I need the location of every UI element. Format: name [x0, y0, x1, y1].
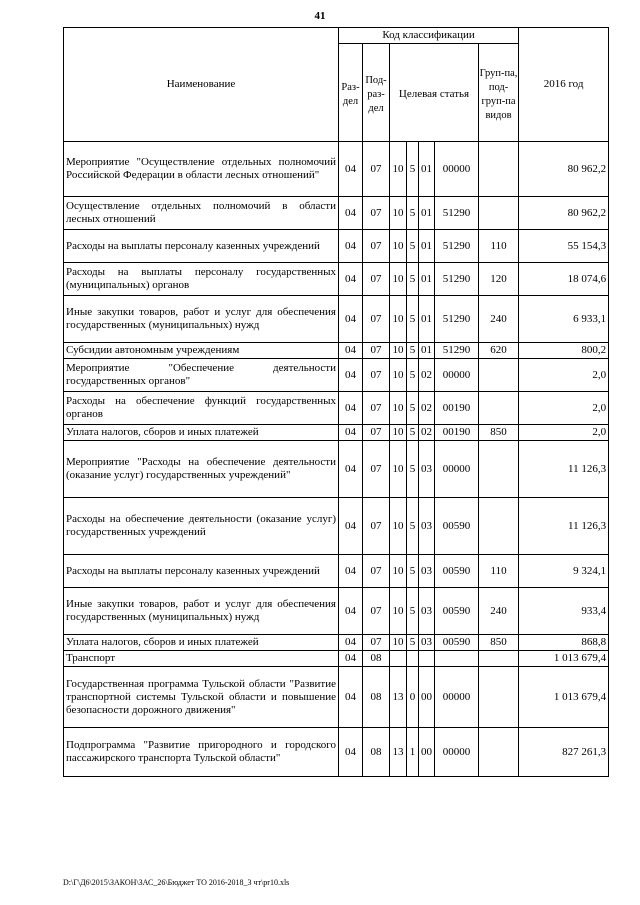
cell-amount: 9 324,1	[519, 555, 609, 588]
cell-name: Государственная программа Тульской области "Развитие транспортной системы Тульской области и повышение безопасности дорожного движения"	[64, 667, 339, 728]
header-subsection: Под-раз-дел	[363, 44, 390, 142]
cell-t3: 03	[419, 555, 435, 588]
cell-group: 110	[479, 230, 519, 263]
cell-t3: 02	[419, 392, 435, 425]
cell-name: Мероприятие "Расходы на обеспечение деятельности (оказание услуг) государственных учреждений"	[64, 441, 339, 498]
cell-name: Подпрограмма "Развитие пригородного и городского пассажирского транспорта Тульской области"	[64, 728, 339, 777]
table-row	[64, 343, 609, 359]
cell-name: Уплата налогов, сборов и иных платежей	[64, 635, 339, 651]
cell-t4: 00000	[435, 359, 479, 392]
cell-amount: 868,8	[519, 635, 609, 651]
cell-group: 110	[479, 555, 519, 588]
cell-amount: 1 013 679,4	[519, 651, 609, 667]
cell-podrazdel: 07	[363, 392, 390, 425]
cell-t1: 10	[390, 425, 407, 441]
cell-t4: 00190	[435, 392, 479, 425]
cell-t1: 13	[390, 667, 407, 728]
cell-t4: 51290	[435, 343, 479, 359]
cell-t2: 5	[407, 197, 419, 230]
cell-t4: 51290	[435, 230, 479, 263]
table-row	[64, 392, 609, 425]
cell-t3: 03	[419, 635, 435, 651]
cell-t4: 00000	[435, 441, 479, 498]
cell-razdel: 04	[339, 263, 363, 296]
cell-t1: 13	[390, 728, 407, 777]
cell-razdel: 04	[339, 651, 363, 667]
cell-t2: 5	[407, 425, 419, 441]
cell-amount: 11 126,3	[519, 441, 609, 498]
table-row	[64, 588, 609, 635]
cell-t2: 1	[407, 728, 419, 777]
cell-t1: 10	[390, 555, 407, 588]
cell-razdel: 04	[339, 197, 363, 230]
cell-t1: 10	[390, 635, 407, 651]
cell-group	[479, 498, 519, 555]
page-number: 41	[314, 10, 326, 22]
cell-t1: 10	[390, 263, 407, 296]
cell-razdel: 04	[339, 635, 363, 651]
table-row	[64, 635, 609, 651]
cell-t3: 02	[419, 359, 435, 392]
cell-name: Иные закупки товаров, работ и услуг для обеспечения государственных (муниципальных) нужд	[64, 588, 339, 635]
cell-podrazdel: 08	[363, 728, 390, 777]
header-target: Целевая статья	[390, 44, 479, 142]
table-row	[64, 651, 609, 667]
cell-podrazdel: 07	[363, 343, 390, 359]
cell-group: 850	[479, 635, 519, 651]
cell-t2	[407, 651, 419, 667]
table-row	[64, 230, 609, 263]
cell-name: Иные закупки товаров, работ и услуг для обеспечения государственных (муниципальных) нужд	[64, 296, 339, 343]
cell-t2: 5	[407, 343, 419, 359]
cell-t1: 10	[390, 588, 407, 635]
cell-t1: 10	[390, 142, 407, 197]
cell-t4: 00590	[435, 588, 479, 635]
cell-amount: 80 962,2	[519, 197, 609, 230]
table-row	[64, 142, 609, 197]
table-row	[64, 197, 609, 230]
cell-razdel: 04	[339, 588, 363, 635]
cell-t1: 10	[390, 441, 407, 498]
cell-podrazdel: 07	[363, 263, 390, 296]
cell-t4: 00590	[435, 498, 479, 555]
cell-t4: 00000	[435, 142, 479, 197]
cell-amount: 2,0	[519, 359, 609, 392]
table-row	[64, 728, 609, 777]
cell-amount: 6 933,1	[519, 296, 609, 343]
cell-razdel: 04	[339, 425, 363, 441]
cell-group: 850	[479, 425, 519, 441]
cell-t1: 10	[390, 359, 407, 392]
cell-t2: 5	[407, 392, 419, 425]
cell-t4: 00590	[435, 555, 479, 588]
cell-razdel: 04	[339, 498, 363, 555]
table-row	[64, 498, 609, 555]
cell-t3: 03	[419, 498, 435, 555]
cell-t1: 10	[390, 197, 407, 230]
cell-t4: 51290	[435, 197, 479, 230]
cell-t3: 02	[419, 425, 435, 441]
cell-group	[479, 728, 519, 777]
header-code-classification: Код классификации	[339, 28, 519, 44]
table-row	[64, 441, 609, 498]
cell-t3: 01	[419, 197, 435, 230]
cell-razdel: 04	[339, 392, 363, 425]
cell-razdel: 04	[339, 230, 363, 263]
cell-podrazdel: 08	[363, 667, 390, 728]
header-year: 2016 год	[519, 28, 609, 142]
cell-podrazdel: 07	[363, 441, 390, 498]
cell-t4: 00000	[435, 667, 479, 728]
cell-t2: 0	[407, 667, 419, 728]
cell-t3: 01	[419, 230, 435, 263]
cell-t3: 03	[419, 588, 435, 635]
cell-t3: 01	[419, 263, 435, 296]
cell-podrazdel: 07	[363, 142, 390, 197]
cell-name: Субсидии автономным учреждениям	[64, 343, 339, 359]
cell-razdel: 04	[339, 359, 363, 392]
table-row	[64, 359, 609, 392]
cell-t2: 5	[407, 498, 419, 555]
table-row	[64, 263, 609, 296]
cell-t1: 10	[390, 230, 407, 263]
cell-t2: 5	[407, 230, 419, 263]
cell-podrazdel: 07	[363, 296, 390, 343]
cell-amount: 18 074,6	[519, 263, 609, 296]
cell-t3: 00	[419, 728, 435, 777]
cell-name: Мероприятие "Обеспечение деятельности государственных органов"	[64, 359, 339, 392]
footer-file-path: D:\Г\Д6\2015\ЗАКОН\ЗАС_26\Бюджет ТО 2016-2018_3 чт\pr10.xls	[63, 878, 290, 887]
cell-podrazdel: 07	[363, 230, 390, 263]
cell-t3	[419, 651, 435, 667]
header-name: Наименование	[64, 28, 339, 142]
cell-razdel: 04	[339, 343, 363, 359]
cell-group	[479, 651, 519, 667]
cell-name: Расходы на обеспечение функций государственных органов	[64, 392, 339, 425]
cell-amount: 11 126,3	[519, 498, 609, 555]
cell-amount: 2,0	[519, 392, 609, 425]
cell-t4	[435, 651, 479, 667]
cell-t2: 5	[407, 359, 419, 392]
cell-t2: 5	[407, 142, 419, 197]
cell-t2: 5	[407, 263, 419, 296]
cell-t4: 51290	[435, 263, 479, 296]
cell-razdel: 04	[339, 296, 363, 343]
cell-t3: 03	[419, 441, 435, 498]
cell-name: Расходы на выплаты персоналу казенных учреждений	[64, 555, 339, 588]
cell-name: Расходы на обеспечение деятельности (оказание услуг) государственных учреждений	[64, 498, 339, 555]
table-row	[64, 296, 609, 343]
table-row	[64, 425, 609, 441]
cell-amount: 827 261,3	[519, 728, 609, 777]
cell-amount: 80 962,2	[519, 142, 609, 197]
cell-t4: 00000	[435, 728, 479, 777]
cell-podrazdel: 07	[363, 425, 390, 441]
cell-group	[479, 667, 519, 728]
cell-t3: 01	[419, 343, 435, 359]
cell-razdel: 04	[339, 142, 363, 197]
cell-podrazdel: 07	[363, 555, 390, 588]
cell-name: Расходы на выплаты персоналу казенных учреждений	[64, 230, 339, 263]
cell-t4: 51290	[435, 296, 479, 343]
budget-table	[63, 27, 609, 777]
cell-t2: 5	[407, 296, 419, 343]
table-row	[64, 555, 609, 588]
cell-name: Осуществление отдельных полномочий в области лесных отношений	[64, 197, 339, 230]
cell-t1: 10	[390, 343, 407, 359]
cell-group: 620	[479, 343, 519, 359]
cell-group	[479, 441, 519, 498]
table-row	[64, 667, 609, 728]
cell-t1: 10	[390, 498, 407, 555]
header-section: Раз-дел	[339, 44, 363, 142]
cell-group	[479, 197, 519, 230]
cell-t2: 5	[407, 635, 419, 651]
cell-podrazdel: 08	[363, 651, 390, 667]
header-group: Груп-па, под-груп-па видов	[479, 44, 519, 142]
cell-t1	[390, 651, 407, 667]
cell-group	[479, 359, 519, 392]
cell-razdel: 04	[339, 728, 363, 777]
cell-name: Мероприятие "Осуществление отдельных полномочий Российской Федерации в области лесных отношений"	[64, 142, 339, 197]
cell-razdel: 04	[339, 667, 363, 728]
cell-t3: 00	[419, 667, 435, 728]
cell-t1: 10	[390, 392, 407, 425]
cell-name: Уплата налогов, сборов и иных платежей	[64, 425, 339, 441]
cell-podrazdel: 07	[363, 498, 390, 555]
cell-amount: 55 154,3	[519, 230, 609, 263]
cell-t2: 5	[407, 555, 419, 588]
cell-t4: 00190	[435, 425, 479, 441]
cell-razdel: 04	[339, 441, 363, 498]
cell-group: 240	[479, 588, 519, 635]
cell-t3: 01	[419, 142, 435, 197]
cell-group	[479, 392, 519, 425]
cell-t3: 01	[419, 296, 435, 343]
cell-amount: 933,4	[519, 588, 609, 635]
cell-podrazdel: 07	[363, 588, 390, 635]
cell-group: 120	[479, 263, 519, 296]
cell-t2: 5	[407, 441, 419, 498]
cell-podrazdel: 07	[363, 359, 390, 392]
cell-name: Транспорт	[64, 651, 339, 667]
cell-t2: 5	[407, 588, 419, 635]
cell-podrazdel: 07	[363, 197, 390, 230]
cell-group: 240	[479, 296, 519, 343]
cell-amount: 800,2	[519, 343, 609, 359]
cell-amount: 2,0	[519, 425, 609, 441]
cell-podrazdel: 07	[363, 635, 390, 651]
cell-razdel: 04	[339, 555, 363, 588]
cell-amount: 1 013 679,4	[519, 667, 609, 728]
cell-group	[479, 142, 519, 197]
cell-t1: 10	[390, 296, 407, 343]
cell-t4: 00590	[435, 635, 479, 651]
cell-name: Расходы на выплаты персоналу государственных (муниципальных) органов	[64, 263, 339, 296]
